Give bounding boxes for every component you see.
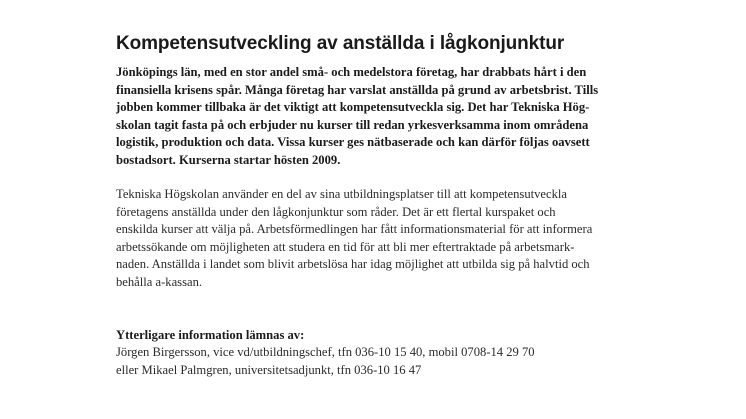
- ingress-line: Jönköpings län, med en stor andel små- och medelstora företag, har drabbats hårt i den: [116, 65, 587, 79]
- ingress-line: bostadsort. Kurserna startar hösten 2009.: [116, 152, 341, 167]
- contact-line: Jörgen Birgersson, vice vd/utbildningschef, tfn 036-10 15 40, mobil 0708-14 29 70: [116, 345, 535, 360]
- contact-heading: Ytterligare information lämnas av:: [116, 328, 305, 342]
- contact-section: [116, 327, 636, 379]
- ingress-line: skolan tagit fasta på och erbjuder nu kurser till redan yrkesverksamma inom områdena: [116, 117, 589, 132]
- contact-line: eller Mikael Palmgren, universitetsadjunkt, tfn 036-10 16 47: [116, 362, 422, 377]
- body-line: Tekniska Högskolan använder en del av sina utbildningsplatser till att kompetensutveckla: [116, 187, 567, 201]
- body-line: enskilda kurser att välja på. Arbetsförmedlingen har fått informationsmaterial för att informera: [116, 222, 593, 237]
- body-line: naden. Anställda i landet som blivit arbetslösa har idag möjlighet att utbilda sig på halvtid och: [116, 257, 590, 272]
- ingress-line: logistik, produktion och data. Vissa kurser ges nätbaserade och kan därför följas oavsett: [116, 135, 590, 150]
- article-body: [116, 186, 636, 292]
- body-line: arbetssökande om möjligheten att studera en tid för att bli mer eftertraktade på arbetsmark-: [116, 239, 575, 254]
- article-ingress: [116, 64, 636, 170]
- body-line: behålla a-kassan.: [116, 274, 203, 289]
- ingress-line: finansiella krisens spår. Många företag har varslat anställda på grund av arbetsbrist. Tills: [116, 82, 599, 97]
- body-line: företagens anställda under den lågkonjunktur som råder. Det är ett flertal kurspaket och: [116, 204, 556, 219]
- ingress-line: jobben kommer tillbaka är det viktigt att kompetensutveckla sig. Det har Tekniska Hög-: [116, 100, 590, 115]
- article-title: Kompetensutveckling av anställda i lågkonjunktur: [116, 33, 565, 54]
